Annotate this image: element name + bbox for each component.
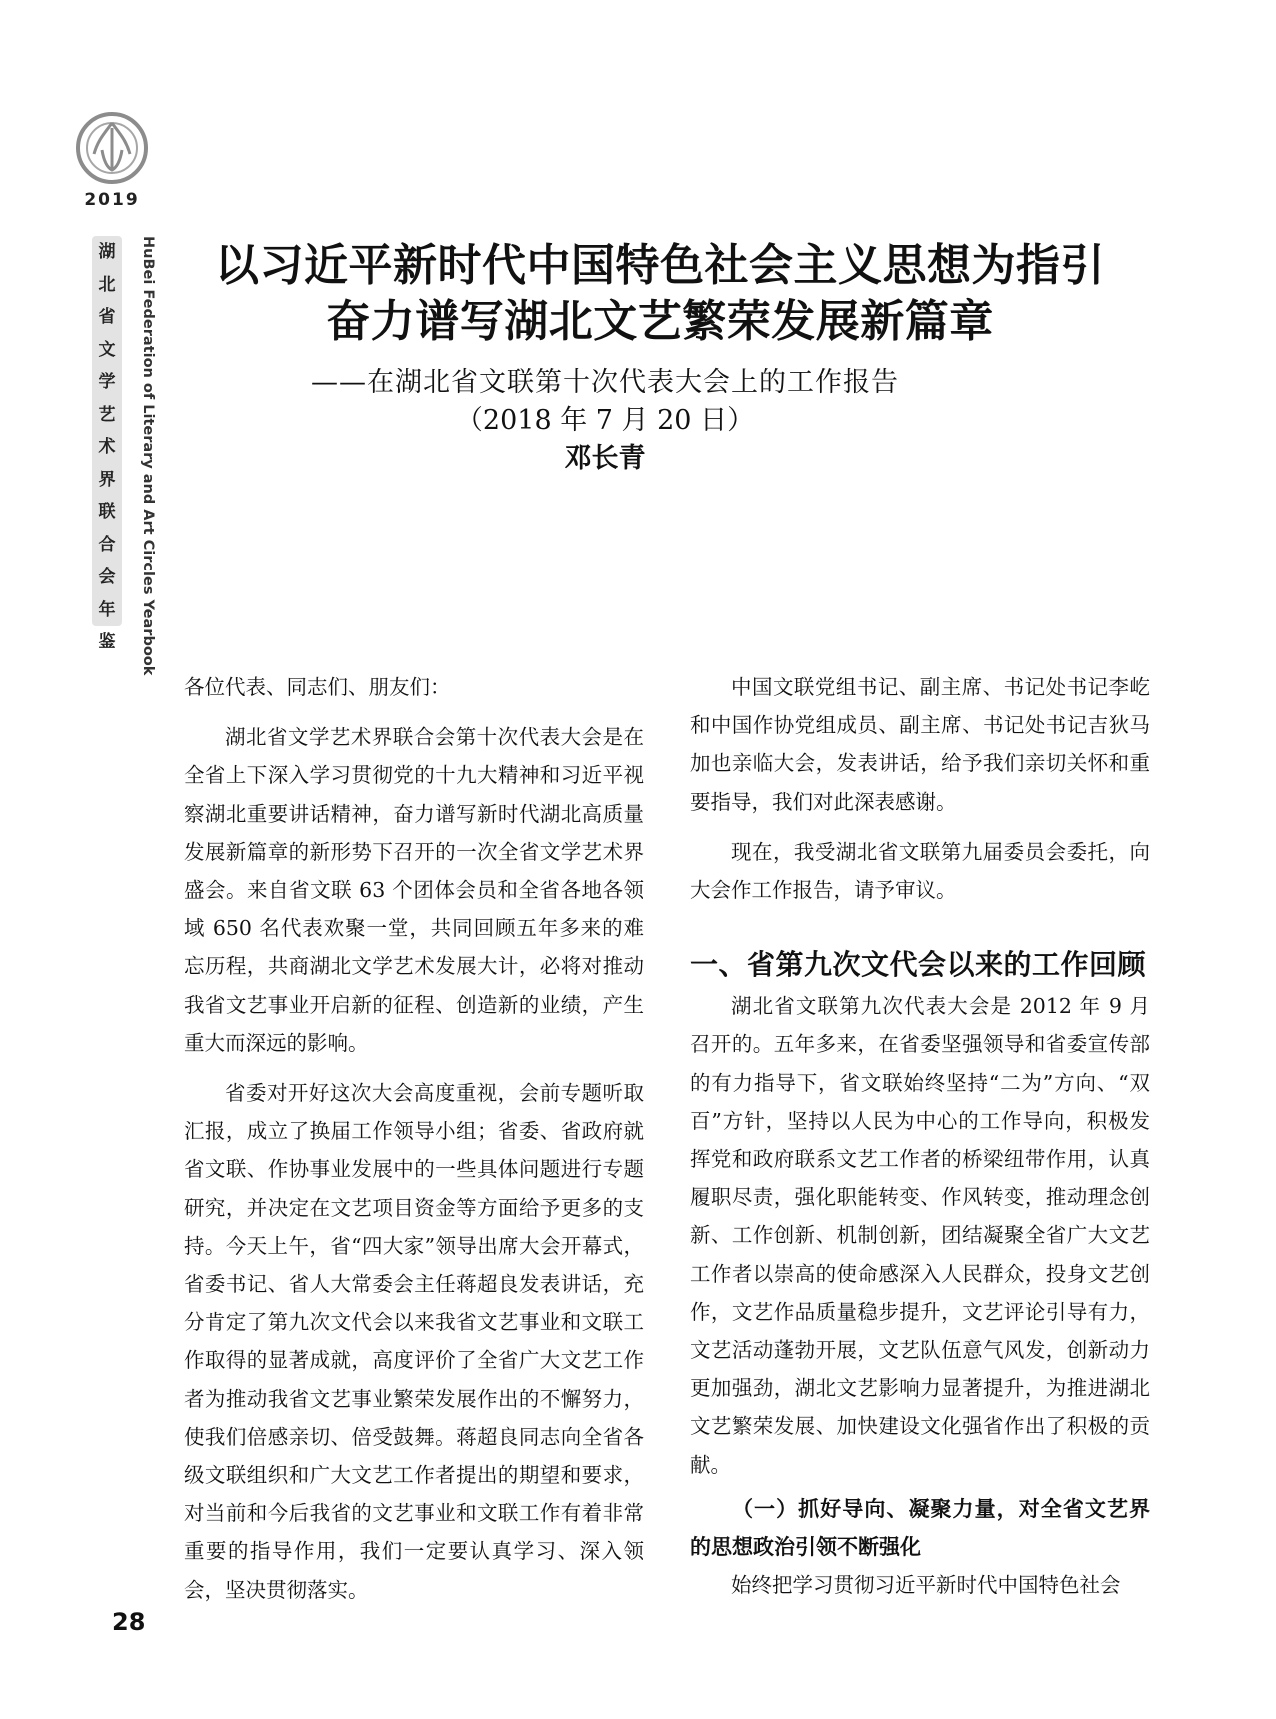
vertical-org-name-en: HuBei Federation of Literary and Art Circles Yearbook [140,236,156,676]
org-char: 学 [98,372,116,392]
body-column-right [690,668,1150,1604]
page-number: 28 [112,1608,146,1636]
paragraph: 现在，我受湖北省文联第九届委员会委托，向大会作工作报告，请予审议。 [690,839,1150,903]
body-column-left [184,668,644,1609]
org-char: 文 [98,339,116,360]
paragraph: 湖北省文联第九次代表大会是 2012 年 9 月召开的。五年多来，在省委坚强领导和省委宣传部的有力指导下，省文联始终坚持“二为”方向、“双百”方针，坚持以人民为中心的工作导向，积极发挥党和政府联系文艺工作者的桥梁纽带作用，认真履职尽责，强化职能转变、作风转变，推动理念创新、工作创新、机制创新，团结凝聚全省广大文艺工作者以崇高的使命感深入人民群众，投身文艺创作，文艺作品质量稳步提升，文艺评论引导有力，文艺活动蓬勃开展，文艺队伍意气风发，创新动力更加强劲，湖北文艺影响力显著提升，为推进湖北文艺繁荣发展、加快建设文化强省作出了积极的贡献。 [690,994,1150,1477]
org-char: 合 [98,534,116,555]
org-char: 界 [98,469,116,490]
org-char: 会 [98,567,116,587]
paragraph: 湖北省文学艺术界联合会第十次代表大会是在全省上下深入学习贯彻党的十九大精神和习近平视察湖北重要讲话精神，奋力谱写新时代湖北高质量发展新篇章的新形势下召开的一次全省文学艺术界盛会。来自省文联 63 个团体会员和全省各地各领域 650 名代表欢聚一堂，共同回顾五年多来的难忘历程，共商湖北文学艺术发展大计，必将对推动我省文艺事业开启新的征程、创造新的业绩，产生重大而深远的影响。 [184,725,644,1055]
org-char: 鉴 [98,632,116,652]
article-header [160,238,1160,478]
org-char: 湖 [98,242,116,262]
paragraph: 省委对开好这次大会高度重视，会前专题听取汇报，成立了换届工作领导小组；省委、省政府就省文联、作协事业发展中的一些具体问题进行专题研究，并决定在文艺项目资金等方面给予更多的支持。今天上午，省“四大家”领导出席大会开幕式，省委书记、省人大常委会主任蒋超良发表讲话，充分肯定了第九次文代会以来我省文艺事业和文联工作取得的显著成就，高度评价了全省广大文艺工作者为推动我省文艺事业繁荣发展作出的不懈努力，使我们倍感亲切、倍受鼓舞。蒋超良同志向全省各级文联组织和广大文艺工作者提出的期望和要求，对当前和今后我省的文艺事业和文联工作有着非常重要的指导作用，我们一定要认真学习、深入领会，坚决贯彻落实。 [184,1081,644,1602]
org-char: 联 [98,502,116,522]
author-name: 邓长青 [564,443,646,474]
article-title-line-1: 以习近平新时代中国特色社会主义思想为指引 [215,240,1105,291]
paragraph: 中国文联党组书记、副主席、书记处书记李屹和中国作协党组成员、副主席、书记处书记吉狄马加也亲临大会，发表讲话，给予我们亲切关怀和重要指导，我们对此深表感谢。 [690,675,1150,814]
org-char: 省 [98,307,116,327]
org-char: 术 [98,437,116,457]
section-heading: 一、省第九次文代会以来的工作回顾 [690,948,1147,982]
org-char: 艺 [98,404,116,425]
subsection-heading: （一）抓好导向、凝聚力量，对全省文艺界的思想政治引领不断强化 [690,1496,1150,1559]
federation-logo [74,108,150,188]
org-char: 年 [98,599,116,620]
article-title-line-2: 奋力谱写湖北文艺繁荣发展新篇章 [326,296,994,347]
article-subtitle: ——在湖北省文联第十次代表大会上的工作报告 [311,367,899,398]
org-char: 北 [98,274,116,295]
paragraph: 始终把学习贯彻习近平新时代中国特色社会 [731,1572,1121,1597]
salutation: 各位代表、同志们、朋友们： [184,675,451,699]
report-date: （2018 年 7 月 20 日） [455,405,755,436]
yearbook-year: 2019 [84,190,140,210]
